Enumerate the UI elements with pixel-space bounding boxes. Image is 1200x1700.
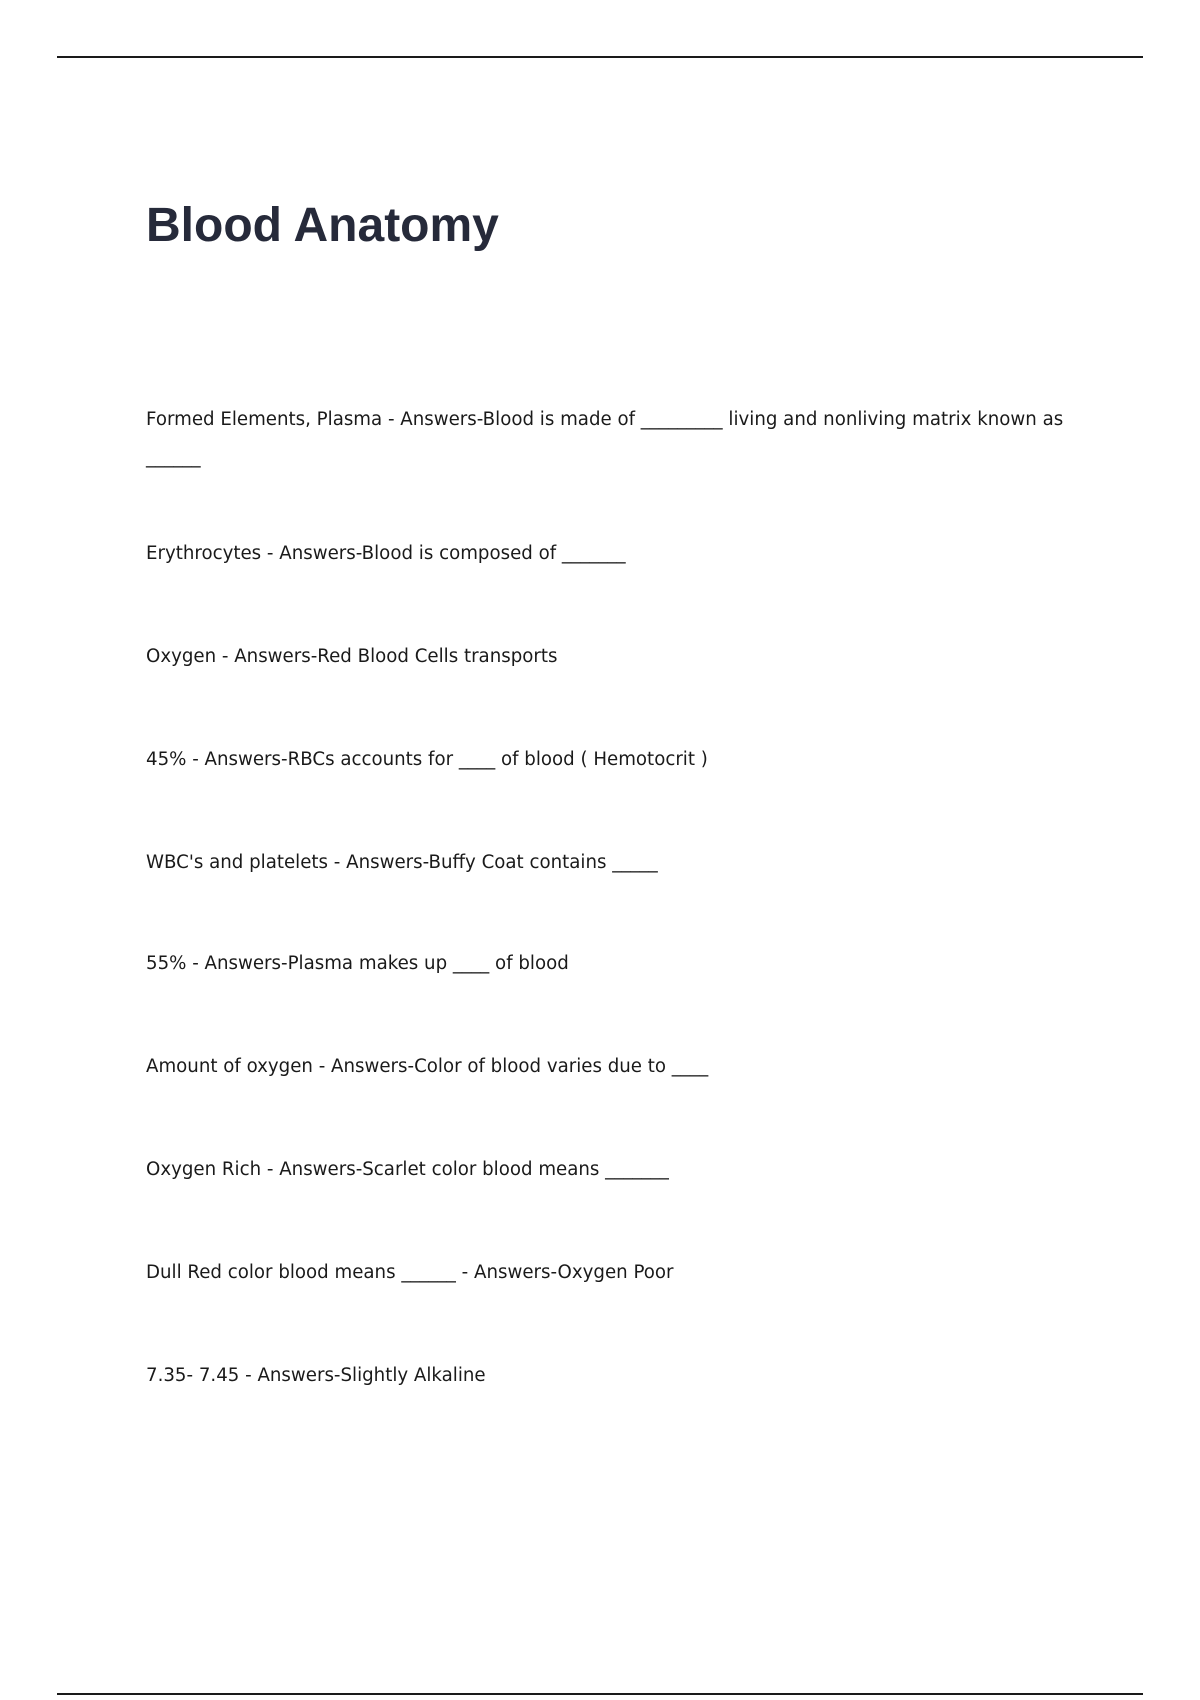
qa-item-4: 45% - Answers-RBCs accounts for ____ of blood ( Hemotocrit ) — [146, 749, 708, 770]
qa-item-10: 7.35- 7.45 - Answers-Slightly Alkaline — [146, 1365, 486, 1386]
qa-item-7: Amount of oxygen - Answers-Color of blood varies due to ____ — [146, 1056, 709, 1077]
qa-item-9: Dull Red color blood means ______ - Answers-Oxygen Poor — [146, 1262, 674, 1283]
qa-item-2: Erythrocytes - Answers-Blood is composed of _______ — [146, 543, 626, 564]
page-title: Blood Anatomy — [146, 199, 499, 252]
qa-item-6: 55% - Answers-Plasma makes up ____ of blood — [146, 953, 569, 974]
qa-item-5: WBC's and platelets - Answers-Buffy Coat contains _____ — [146, 852, 658, 873]
qa-item-8: Oxygen Rich - Answers-Scarlet color blood means _______ — [146, 1159, 669, 1180]
footer-rule — [57, 1693, 1143, 1695]
qa-item-3: Oxygen - Answers-Red Blood Cells transports — [146, 646, 558, 667]
header-rule — [57, 56, 1143, 58]
qa-item-1: Formed Elements, Plasma - Answers-Blood is made of _________ living and nonliving matrix known as ______ — [146, 409, 1069, 468]
